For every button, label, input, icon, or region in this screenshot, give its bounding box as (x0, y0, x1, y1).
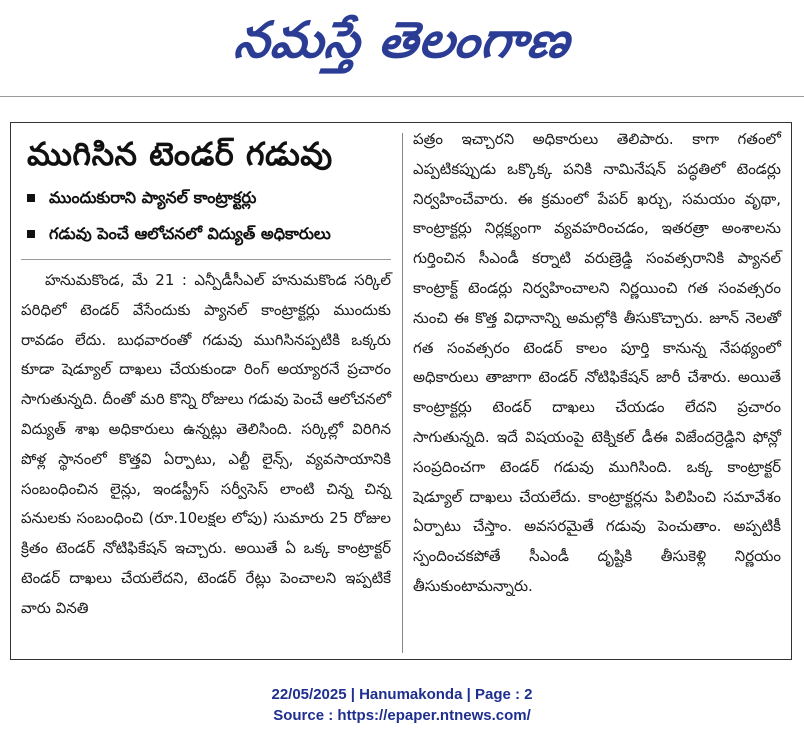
article-headline: ముగిసిన టెండర్ గడువు (27, 135, 333, 173)
masthead-divider (0, 96, 804, 97)
article-box (10, 122, 792, 660)
article-body-left: హనుమకొండ, మే 21 : ఎన్పీడీసీఎల్ హనుమకొండ సర్కిల్ పరిధిలో టెండర్ వేసేందుకు ప్యానల్ కాంట్రాక్టర్లు ముందుకు రావడం లేదు. బుధవారంతో గడువు ముగిసినప్పటికి ఒక్కరు కూడా షెడ్యూల్ దాఖలు చేయకుండా రింగ్ అయ్యారనే ప్రచారం సాగుతున్నది. దీంతో మరి కొన్ని రోజులు గడువు పెంచే ఆలోచనలో విద్యుత్ శాఖ అధికారులు ఉన్నట్లు తెలిసింది. సర్కిల్లో విరిగిన పోళ్ల స్థానంలో కొత్తవి ఏర్పాటు, ఎల్టీ లైన్స్, వ్యవసాయానికి సంబంధించిన లైన్లు, ఇండస్ట్రీస్ సర్వీసెస్ లాంటి చిన్న చిన్న పనులకు సంబంధించి (రూ.10లక్షల లోపు) సుమారు 25 రోజుల క్రితం టెండర్ నోటిఫికేషన్ ఇచ్చారు. అయితే ఏ ఒక్క కాంట్రాక్టర్ టెండర్ దాఖలు చేయలేదని, టెండర్ రేట్లు పెంచాలని ఇప్పటికే వారు వినతి (21, 271, 391, 617)
source-url: Source : https://epaper.ntnews.com/ (273, 707, 531, 724)
article-body-right: పత్రం ఇచ్చారని అధికారులు తెలిపారు. కాగా గతంలో ఎప్పటికప్పుడు ఒక్కొక్క పనికి నామినేషన్ పద్ధతిలో టెండర్లు నిర్వహించేవారు. ఈ క్రమంలో పేపర్ ఖర్చు, సమయం వృథా, కాంట్రాక్టర్లు నిర్లక్ష్యంగా వ్యవహరించడం, ఇతరత్రా అంశాలను గుర్తించిన సీఎండీ కర్నాటి వరుణ్రెడ్డి సంవత్సరానికి ప్యానల్ కాంట్రాక్ట్ టెండర్లు నిర్వహించాలని నిర్ణయించి గత సంవత్సరం నుంచి ఈ కొత్త విధానాన్ని అమల్లోకి తీసుకొచ్చారు. జూన్ నెలతో గత సంవత్సరం టెండర్ కాలం పూర్తి కానున్న నేపథ్యంలో అధికారులు తాజాగా టెండర్ నోటిఫికేషన్ జారీ చేశారు. అయితే కాంట్రాక్టర్లు టెండర్ దాఖలు చేయడం లేదని ప్రచారం సాగుతున్నది. ఇదే విషయంపై టెక్నికల్ డీఈ విజేందర్రెడ్డిని ఫోన్లో సంప్రదించగా టెండర్ గడువు ముగిసింది. ఒక్క కాంట్రాక్టర్ షెడ్యూల్ దాఖలు చేయలేదు. కాంట్రాక్టర్లను పిలిపించి సమావేశం ఏర్పాటు చేస్తాం. అవసరమైతే గడువు పెంచుతాం. అప్పటికీ స్పందించకపోతే సీఎండీ దృష్టికి తీసుకెళ్లి నిర్ణయం తీసుకుంటామన్నారు. (413, 130, 781, 595)
article-right-column (413, 125, 781, 602)
bullet-icon (27, 194, 35, 202)
masthead-title: నమస్తే తెలంగాణ (231, 10, 574, 69)
column-divider (402, 133, 403, 653)
edition-info: 22/05/2025 | Hanumakonda | Page : 2 (271, 686, 533, 703)
bullet-icon (27, 230, 35, 238)
subhead-text: గడువు పెంచే ఆలోచనలో విద్యుత్ అధికారులు (49, 224, 331, 243)
article-subhead-1 (27, 187, 391, 209)
subhead-divider (21, 259, 391, 260)
newspaper-masthead (0, 0, 804, 92)
article-left-column (21, 125, 391, 624)
article-subhead-2 (27, 223, 391, 245)
subhead-text: ముందుకురాని ప్యానల్ కాంట్రాక్టర్లు (49, 188, 257, 207)
